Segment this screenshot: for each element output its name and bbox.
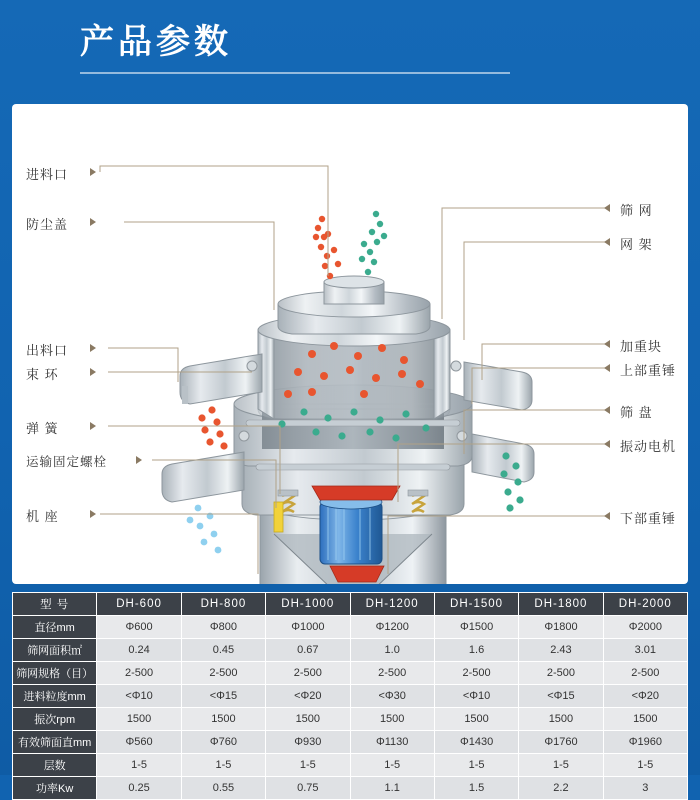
table-cell: 1.5	[434, 777, 518, 800]
table-cell: 0.45	[181, 639, 265, 662]
row-label: 振次rpm	[13, 708, 97, 731]
table-cell: 2-500	[266, 662, 350, 685]
table-cell: Φ1130	[350, 731, 434, 754]
table-cell: <Φ15	[181, 685, 265, 708]
arrow-clamp-ring	[90, 368, 96, 376]
machine-illustration	[12, 104, 688, 584]
page-title: 产品参数	[80, 23, 232, 61]
table-cell: 3	[603, 777, 687, 800]
table-cell: 1500	[350, 708, 434, 731]
arrow-counterweight-block	[604, 340, 610, 348]
label-spring: 弹 簧	[26, 421, 59, 436]
row-label: 进料粒度mm	[13, 685, 97, 708]
table-cell: 1500	[181, 708, 265, 731]
label-upper-weight: 上部重锤	[620, 363, 677, 378]
row-label: 功率Kw	[13, 777, 97, 800]
table-cell: <Φ10	[97, 685, 181, 708]
arrow-mesh-frame	[604, 238, 610, 246]
table-cell: <Φ15	[519, 685, 603, 708]
arrow-screen-mesh	[604, 204, 610, 212]
table-row	[13, 754, 688, 777]
label-machine-base: 机 座	[26, 509, 59, 524]
table-cell: <Φ10	[434, 685, 518, 708]
label-screen-mesh: 筛 网	[620, 203, 653, 218]
table-cell: 2-500	[181, 662, 265, 685]
table-cell: Φ1430	[434, 731, 518, 754]
table-header-cell: DH-1800	[519, 593, 603, 616]
table-cell: 1-5	[350, 754, 434, 777]
table-cell: 0.25	[97, 777, 181, 800]
table-row	[13, 639, 688, 662]
label-screen-tray: 筛 盘	[620, 405, 653, 420]
label-counterweight-block: 加重块	[620, 339, 663, 354]
label-clamp-ring: 束 环	[26, 367, 59, 382]
table-row	[13, 685, 688, 708]
table-cell: 1500	[266, 708, 350, 731]
table-cell: 1.1	[350, 777, 434, 800]
table-cell: 2-500	[434, 662, 518, 685]
row-label: 层数	[13, 754, 97, 777]
label-transport-bolt: 运输固定螺栓	[26, 455, 108, 469]
page-header	[0, 0, 700, 95]
table-cell: 1500	[603, 708, 687, 731]
label-vibration-motor: 振动电机	[620, 439, 677, 454]
spec-table	[12, 592, 688, 800]
row-label: 有效筛面直mm	[13, 731, 97, 754]
table-cell: Φ1500	[434, 616, 518, 639]
row-label: 直径mm	[13, 616, 97, 639]
table-cell: Φ800	[181, 616, 265, 639]
table-cell: 1500	[97, 708, 181, 731]
table-cell: 2.43	[519, 639, 603, 662]
table-cell: Φ1800	[519, 616, 603, 639]
table-cell: 1-5	[603, 754, 687, 777]
table-cell: Φ1000	[266, 616, 350, 639]
table-header-cell: DH-1000	[266, 593, 350, 616]
table-cell: 2-500	[519, 662, 603, 685]
row-label: 筛网规格（目）	[13, 662, 97, 685]
spec-table-wrapper	[12, 592, 688, 800]
label-discharge-outlet: 出料口	[26, 343, 69, 358]
table-cell: 3.01	[603, 639, 687, 662]
table-cell: 1-5	[434, 754, 518, 777]
table-cell: 1-5	[519, 754, 603, 777]
label-lower-weight: 下部重锤	[620, 511, 677, 526]
table-header-cell: DH-2000	[603, 593, 687, 616]
table-cell: 0.75	[266, 777, 350, 800]
table-cell: 1-5	[266, 754, 350, 777]
table-cell: 1-5	[97, 754, 181, 777]
arrow-dust-cover	[90, 218, 96, 226]
table-cell: <Φ20	[266, 685, 350, 708]
arrow-screen-tray	[604, 406, 610, 414]
table-cell: 1-5	[181, 754, 265, 777]
table-cell: Φ600	[97, 616, 181, 639]
table-header-row	[13, 593, 688, 616]
table-row	[13, 708, 688, 731]
table-row	[13, 777, 688, 800]
arrow-transport-bolt	[136, 456, 142, 464]
table-cell: 2-500	[603, 662, 687, 685]
table-header-cell: DH-1500	[434, 593, 518, 616]
arrow-machine-base	[90, 510, 96, 518]
table-header-cell: DH-600	[97, 593, 181, 616]
diagram-card	[12, 104, 688, 584]
table-row	[13, 731, 688, 754]
label-feed-inlet: 进料口	[26, 167, 69, 182]
arrow-feed-inlet	[90, 168, 96, 176]
table-row	[13, 662, 688, 685]
table-row	[13, 616, 688, 639]
table-cell: 0.67	[266, 639, 350, 662]
table-cell: <Φ20	[603, 685, 687, 708]
table-cell: Φ930	[266, 731, 350, 754]
table-cell: 2-500	[350, 662, 434, 685]
arrow-vibration-motor	[604, 440, 610, 448]
table-cell: Φ2000	[603, 616, 687, 639]
arrow-upper-weight	[604, 364, 610, 372]
table-cell: 2-500	[97, 662, 181, 685]
table-cell: Φ760	[181, 731, 265, 754]
arrow-lower-weight	[604, 512, 610, 520]
table-cell: Φ1760	[519, 731, 603, 754]
table-cell: 0.55	[181, 777, 265, 800]
row-label: 筛网面积㎡	[13, 639, 97, 662]
table-cell: 1500	[434, 708, 518, 731]
table-cell: Φ1200	[350, 616, 434, 639]
table-cell: 1500	[519, 708, 603, 731]
table-cell: 1.0	[350, 639, 434, 662]
table-cell: <Φ30	[350, 685, 434, 708]
arrow-spring	[90, 422, 96, 430]
table-header-cell: DH-1200	[350, 593, 434, 616]
table-header-cell: 型 号	[13, 593, 97, 616]
title-divider	[80, 72, 510, 74]
label-dust-cover: 防尘盖	[26, 217, 69, 232]
label-mesh-frame: 网 架	[620, 237, 653, 252]
table-cell: 1.6	[434, 639, 518, 662]
arrow-discharge-outlet	[90, 344, 96, 352]
table-cell: Φ1960	[603, 731, 687, 754]
vibrating-screen-diagram	[12, 104, 688, 584]
table-header-cell: DH-800	[181, 593, 265, 616]
table-cell: 0.24	[97, 639, 181, 662]
table-cell: Φ560	[97, 731, 181, 754]
table-cell: 2.2	[519, 777, 603, 800]
